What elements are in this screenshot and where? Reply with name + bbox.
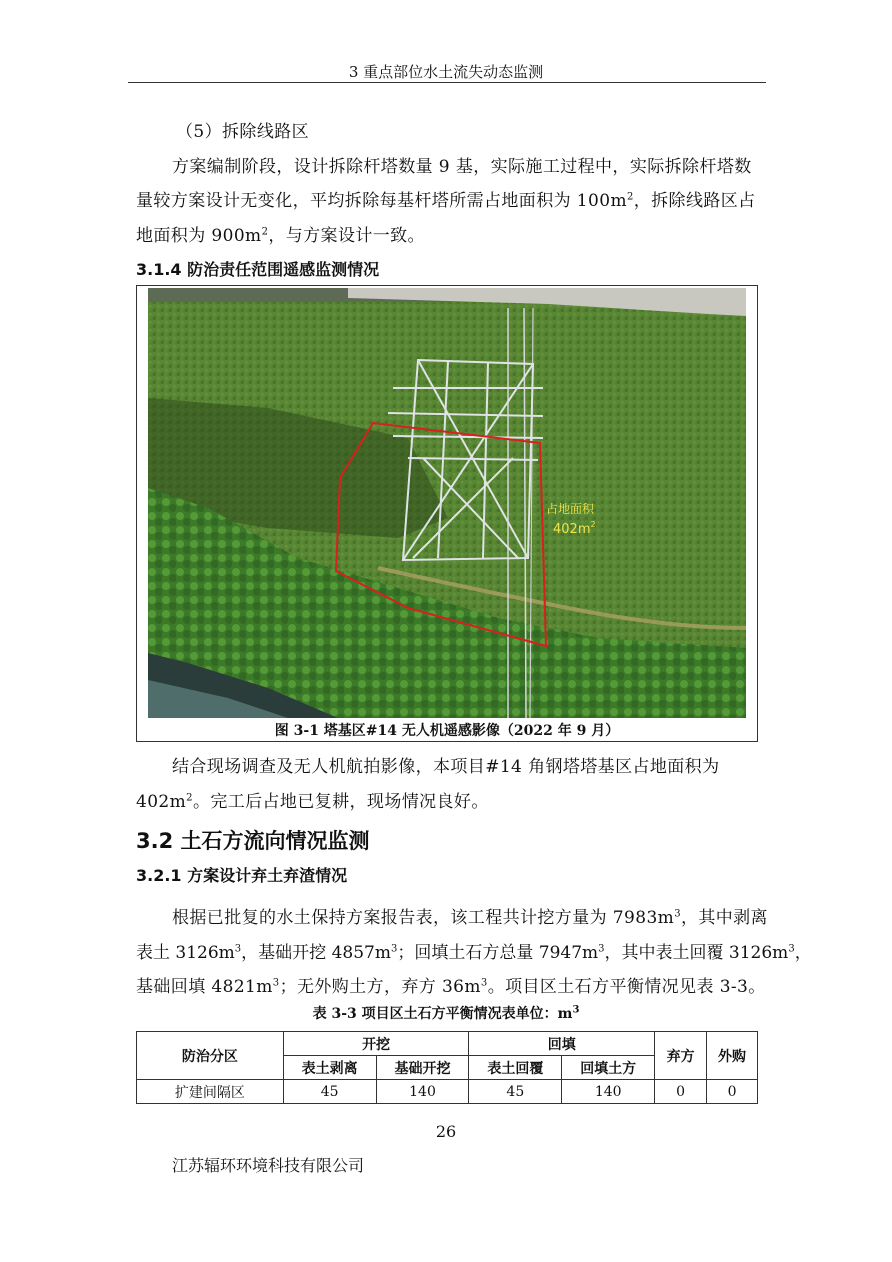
superscript: 3 <box>234 943 242 955</box>
area-value <box>553 520 596 537</box>
text-run: 地面积为 900m <box>136 226 262 246</box>
text-run: ， <box>794 943 812 963</box>
superscript: 3 <box>480 977 488 989</box>
table-row <box>137 1080 758 1104</box>
header-topsoil-strip: 表土剥离 <box>283 1056 376 1080</box>
page-number: 26 <box>435 1122 457 1141</box>
cell-zone: 扩建间隔区 <box>137 1080 284 1104</box>
header-waste: 弃方 <box>655 1032 707 1080</box>
superscript: 3 <box>272 977 280 989</box>
section-heading-32: 3.2 土石方流向情况监测 <box>136 829 370 853</box>
cell-purchase: 0 <box>707 1080 758 1104</box>
superscript: 3 <box>674 908 681 920</box>
text-run: ，其中表土回覆 3126m <box>604 943 789 963</box>
text-run: 根据已批复的水土保持方案报告表，该工程共计挖方量为 7983m <box>172 908 675 928</box>
text-run: ，基础开挖 4857m <box>241 943 391 963</box>
text-run: 表土 3126m <box>136 943 235 963</box>
superscript: 2 <box>626 191 634 203</box>
section-heading-314: 3.1.4 防治责任范围遥感监测情况 <box>136 260 380 279</box>
cell-backfill-earth: 140 <box>562 1080 655 1104</box>
header-backfill-earth: 回填土方 <box>562 1056 655 1080</box>
superscript: 3 <box>572 1004 580 1016</box>
text-run: ，与方案设计一致。 <box>268 226 425 246</box>
header-backfill: 回填 <box>469 1032 655 1056</box>
section-heading-321: 3.2.1 方案设计弃土弃渣情况 <box>136 866 348 885</box>
figure-caption: 图 3-1 塔基区#14 无人机遥感影像（2022 年 9 月） <box>274 723 620 739</box>
footer-company: 江苏辐环环境科技有限公司 <box>172 1156 365 1175</box>
header-rule <box>128 82 766 83</box>
cell-topsoil-cover: 45 <box>469 1080 562 1104</box>
superscript: 3 <box>390 943 398 955</box>
paragraph-line <box>172 903 768 928</box>
text-run: ，拆除线路区占 <box>633 191 756 211</box>
text-run: 。完工后占地已复耕，现场情况良好。 <box>192 792 489 812</box>
cell-topsoil-strip: 45 <box>283 1080 376 1104</box>
paragraph-line <box>136 186 756 211</box>
superscript: 2 <box>186 792 193 804</box>
table-title-text: 表 3-3 项目区土石方平衡情况表单位：m <box>312 1006 573 1022</box>
superscript: 3 <box>598 943 605 955</box>
aerial-image <box>148 288 746 718</box>
area-value-text: 402m <box>553 522 591 537</box>
header-topsoil-cover: 表土回覆 <box>469 1056 562 1080</box>
header-excavation: 开挖 <box>283 1032 469 1056</box>
table-header-row <box>137 1032 758 1056</box>
paragraph-line: 结合现场调查及无人机航拍影像，本项目#14 角钢塔塔基区占地面积为 <box>172 757 720 777</box>
superscript: 2 <box>261 226 269 238</box>
text-run: 402m <box>136 792 187 812</box>
earthwork-balance-table <box>136 1031 758 1104</box>
text-run: ；无外购土方，弃方 36m <box>279 977 481 997</box>
area-value-sup: 2 <box>590 520 596 529</box>
superscript: 3 <box>788 943 795 955</box>
section-heading-5: （5）拆除线路区 <box>176 122 310 142</box>
paragraph-line <box>136 972 766 997</box>
table-title <box>0 1003 892 1023</box>
drone-photo <box>148 288 746 718</box>
header-zone: 防治分区 <box>137 1032 284 1080</box>
header-purchase: 外购 <box>707 1032 758 1080</box>
text-run: 量较方案设计无变化，平均拆除每基杆塔所需占地面积为 100m <box>136 191 627 211</box>
text-run: 。项目区土石方平衡情况见表 3-3。 <box>487 977 766 997</box>
paragraph-line <box>136 221 425 246</box>
text-run: ，其中剥离 <box>680 908 768 928</box>
area-label: 占地面积 <box>546 502 595 516</box>
text-run: ；回填土石方总量 7947m <box>397 943 599 963</box>
cell-foundation-excav: 140 <box>376 1080 469 1104</box>
paragraph-line <box>136 787 489 812</box>
cell-waste: 0 <box>655 1080 707 1104</box>
paragraph-line <box>136 938 812 963</box>
running-header: 3 重点部位水土流失动态监测 <box>348 63 544 81</box>
text-run: 基础回填 4821m <box>136 977 273 997</box>
header-foundation-excav: 基础开挖 <box>376 1056 469 1080</box>
paragraph-line: 方案编制阶段，设计拆除杆塔数量 9 基，实际施工过程中，实际拆除杆塔数 <box>172 157 752 177</box>
